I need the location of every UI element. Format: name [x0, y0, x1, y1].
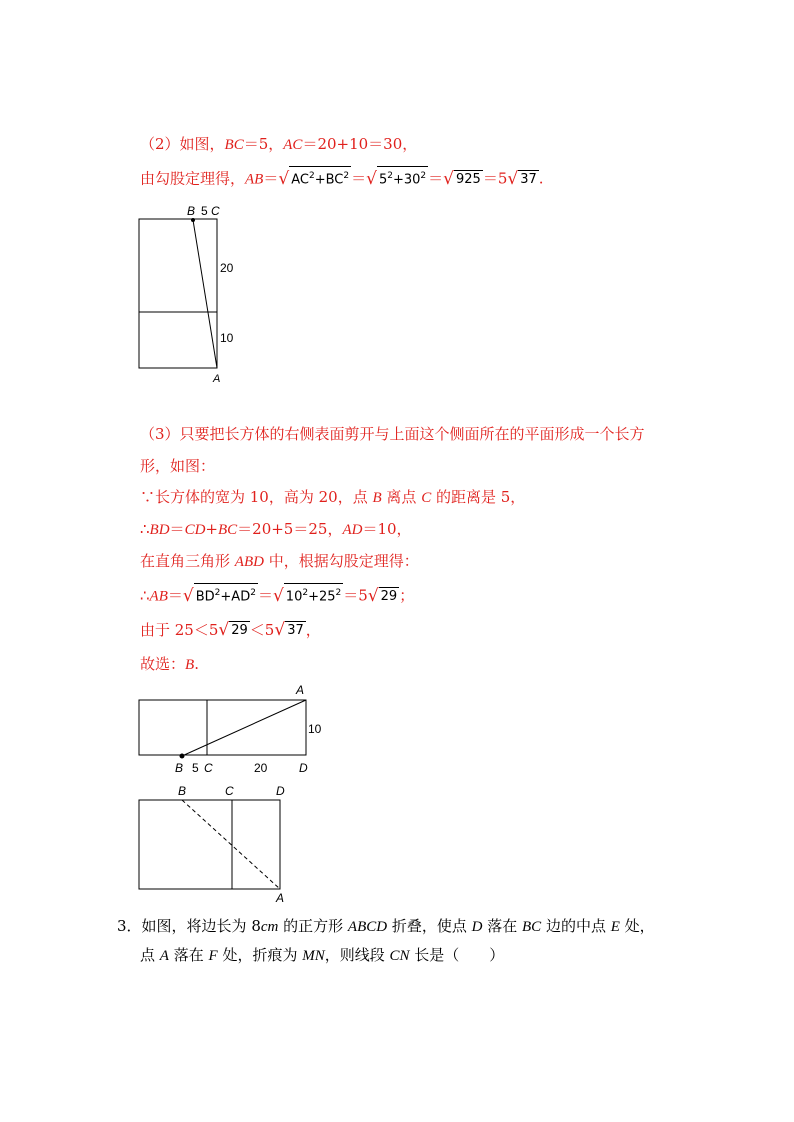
var-ac: AC: [283, 137, 303, 153]
fig1-diagonal: [193, 220, 217, 368]
part3-line1: （3）只要把长方体的右侧表面剪开与上面这个侧面所在的平面形成一个长方: [140, 425, 645, 443]
radical-4: √ 37: [507, 169, 537, 190]
fig2-label-10: 10: [308, 722, 322, 736]
radical-5: √ $BD^2+AD^2$: [183, 583, 258, 606]
fig1-point-b: [191, 218, 195, 222]
q3-line1: 3．如图，将边长为 8cm 的正方形 ABCD 折叠，使点 D 落在 BC 边的中点 E 处，: [117, 917, 655, 935]
fig1-label-c: C: [211, 204, 220, 218]
radical-7: √ 29: [367, 586, 398, 607]
part3-line6: ∴AB＝√ $BD^2+AD^2$ ＝√ $10^2+25^2 =5√$ 29 ；: [140, 583, 414, 606]
fig3-label-d: D: [276, 784, 285, 798]
part3-line2: 形，如图：: [140, 457, 216, 475]
var-bc: BC: [224, 137, 244, 153]
part3-line5: 在直角三角形 ABD 中，根据勾股定理得：: [140, 552, 419, 570]
fig1-label-20: 20: [220, 261, 234, 275]
fig2-label-a: A: [296, 683, 305, 697]
fig3-dashed-diagonal: [182, 800, 280, 889]
figure-2: [130, 680, 330, 780]
radical-1: √ $AC^2+BC^2$: [278, 166, 351, 189]
part2-line1: （2）如图，BC＝5，AC＝20+10＝30，: [140, 135, 418, 153]
fig1-label-5: 5: [201, 204, 208, 218]
figure-3: [130, 780, 300, 905]
fig2-label-20: 20: [254, 761, 268, 775]
question-number: 3．: [117, 917, 142, 935]
radical-8: √ 29: [218, 620, 248, 640]
fig2-label-5: 5: [192, 761, 199, 775]
part3-line4: ∴BD＝CD+BC＝20+5＝25，AD＝10，: [140, 520, 412, 538]
fig1-label-a: A: [213, 373, 221, 385]
fig3-label-b: B: [178, 784, 187, 798]
part3-line8: 故选：B.: [140, 655, 199, 673]
part3-line3: ∵长方体的宽为 10，高为 20，点 B 离点 C 的距离是 5，: [140, 488, 526, 506]
fig3-label-a: A: [276, 891, 285, 905]
fig2-point-b: [180, 754, 185, 759]
fig3-label-c: C: [225, 784, 234, 798]
fig1-label-10: 10: [220, 331, 234, 345]
radical-6: √ $10^2+25^2$: [273, 583, 343, 606]
figure-1: [130, 200, 240, 385]
q3-line2: 点 A 落在 F 处，折痕为 MN，则线段 CN 长是（ ）: [140, 946, 505, 964]
fig1-label-b: B: [187, 204, 196, 218]
part2-line2: 由勾股定理得，AB＝√ $AC^2+BC^2$ ＝√ $5^2+30^2$ ＝√ 925 ＝5√ 37 .: [140, 166, 544, 189]
fig2-diagonal: [182, 700, 306, 756]
fig2-label-d: D: [299, 761, 308, 775]
radical-2: √ $5^2+30^2$: [366, 166, 428, 189]
fig2-label-c: C: [204, 761, 213, 775]
fig3-rect: [139, 800, 280, 889]
radical-3: √ 925: [443, 169, 481, 190]
radical-9: √ 37: [274, 620, 304, 640]
part3-line7: 由于 25＜5√ 29 ＜5√ 37 ，: [140, 620, 321, 640]
fig2-rect: [139, 700, 306, 755]
fig2-label-b: B: [175, 761, 184, 775]
